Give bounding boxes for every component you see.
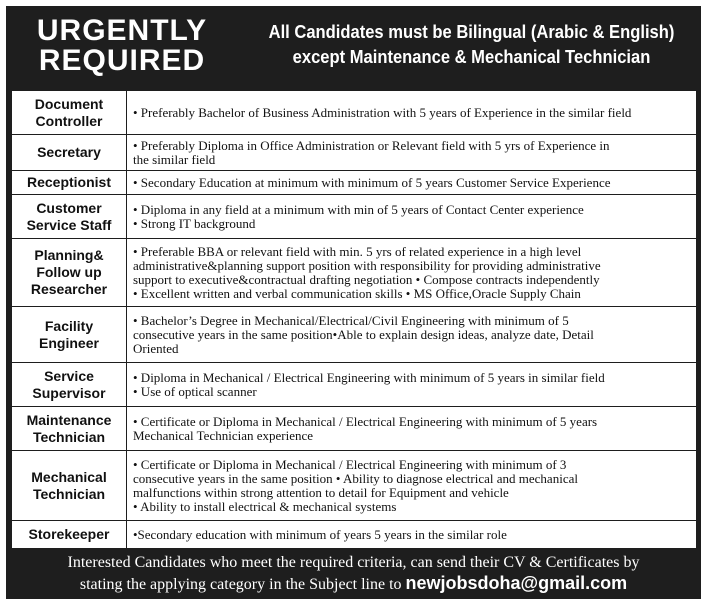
requirement-line: • Strong IT background [133,215,256,231]
job-title-line: Researcher [30,281,108,297]
requirement-line: • Certificate or Diploma in Mechanical / Electrical Engineering with minimum of 3 [133,456,567,472]
footer-line-1: Interested Candidates who meet the required criteria, can send their CV & Certificates by [67,554,640,571]
requirement-line: • Bachelor’s Degree in Mechanical/Electrical/Civil Engineering with minimum of 5 [133,312,569,328]
job-title-line: Technician [32,428,106,445]
footer-line-2-text: stating the applying category in the Subject line to [79,576,402,593]
job-title-line: Maintenance [26,411,112,428]
job-requirements [127,307,697,363]
job-advertisement [6,6,701,599]
job-title-line: Facility [44,317,94,334]
job-title-line: Controller [35,112,103,129]
job-title-line: Supervisor [32,384,106,401]
job-requirements [127,407,697,451]
job-title [12,135,127,171]
bilingual-notice [260,20,682,70]
job-title [12,91,127,135]
requirement-line: malfunctions within strong attention to detail for Equipment and vehicle [133,484,509,500]
job-title [12,171,127,195]
job-row [12,363,697,407]
application-instructions [6,553,701,595]
job-row [12,239,697,307]
requirement-line: Oriented [133,340,179,356]
job-requirements [127,91,697,135]
job-title-line: Follow up [36,264,102,280]
requirement-line: • Diploma in any field at a minimum with min of 5 years of Contact Center experience [133,201,584,217]
jobs-table [11,90,697,549]
requirement-line: consecutive years in the same position • Ability to diagnose electrical and mechanical [133,470,578,486]
job-title [12,521,127,549]
job-requirements [127,239,697,307]
job-title [12,451,127,521]
job-title [12,239,127,307]
job-requirements [127,135,697,171]
job-title [12,407,127,451]
job-row [12,195,697,239]
job-title-line: Storekeeper [28,526,110,542]
job-requirements [127,195,697,239]
job-title-line: Service [44,367,94,384]
job-title-line: Customer [36,199,102,216]
requirement-line: • Preferably Bachelor of Business Administration with 5 years of Experience in the similar field [133,104,632,120]
notice-line-1: All Candidates must be Bilingual (Arabic & English) [268,22,675,42]
job-title-line: Planning& [34,247,104,263]
job-row [12,307,697,363]
requirement-line: • Use of optical scanner [133,383,257,399]
job-requirements [127,521,697,549]
urgent-line-2: REQUIRED [38,44,206,77]
footer-line-2 [6,573,701,595]
requirement-line: • Diploma in Mechanical / Electrical Engineering with minimum of 5 years in similar field [133,369,605,385]
job-title-line: Engineer [39,334,99,351]
job-title-line: Technician [32,485,106,502]
job-requirements [127,451,697,521]
job-title-line: Receptionist [26,174,111,190]
requirement-line: • Ability to install electrical & mechanical systems [133,498,397,514]
job-row [12,135,697,171]
urgent-line-1: URGENTLY [36,14,208,47]
job-title-line: Service Staff [26,216,112,233]
job-requirements [127,171,697,195]
job-title [12,195,127,239]
job-title-line: Mechanical [31,468,107,485]
requirement-line: Mechanical Technician experience [133,427,314,443]
requirement-line: administrative&planning support position with responsibility for providing administrative [133,257,601,273]
notice-line-2: except Maintenance & Mechanical Technician [292,47,651,67]
job-row [12,521,697,549]
job-title [12,307,127,363]
header-banner [6,6,701,86]
requirement-line: support to executive&contractual drafting negotiation • Compose contracts independently [133,271,600,287]
job-row [12,451,697,521]
job-title [12,363,127,407]
requirement-line: • Preferable BBA or relevant field with min. 5 yrs of related experience in a high level [133,243,582,259]
requirement-line: • Preferably Diploma in Office Administration or Relevant field with 5 yrs of Experience in [133,137,610,153]
job-title-line: Document [34,95,104,112]
job-requirements [127,363,697,407]
requirement-line: • Excellent written and verbal communication skills • MS Office,Oracle Supply Chain [133,285,581,301]
requirement-line: consecutive years in the same position•Able to explain design ideas, analyze date, Detail [133,326,594,342]
urgently-required-heading [6,16,238,76]
job-title-line: Secretary [37,144,101,160]
requirement-line: • Certificate or Diploma in Mechanical / Electrical Engineering with minimum of 5 years [133,413,598,429]
requirement-line: the similar field [133,151,216,167]
job-row [12,91,697,135]
job-row [12,407,697,451]
contact-email[interactable]: newjobsdoha@gmail.com [405,573,628,593]
requirement-line: •Secondary education with minimum of years 5 years in the similar role [133,526,507,542]
jobs-table-body [12,91,697,549]
job-row [12,171,697,195]
requirement-line: • Secondary Education at minimum with minimum of 5 years Customer Service Experience [133,174,611,190]
